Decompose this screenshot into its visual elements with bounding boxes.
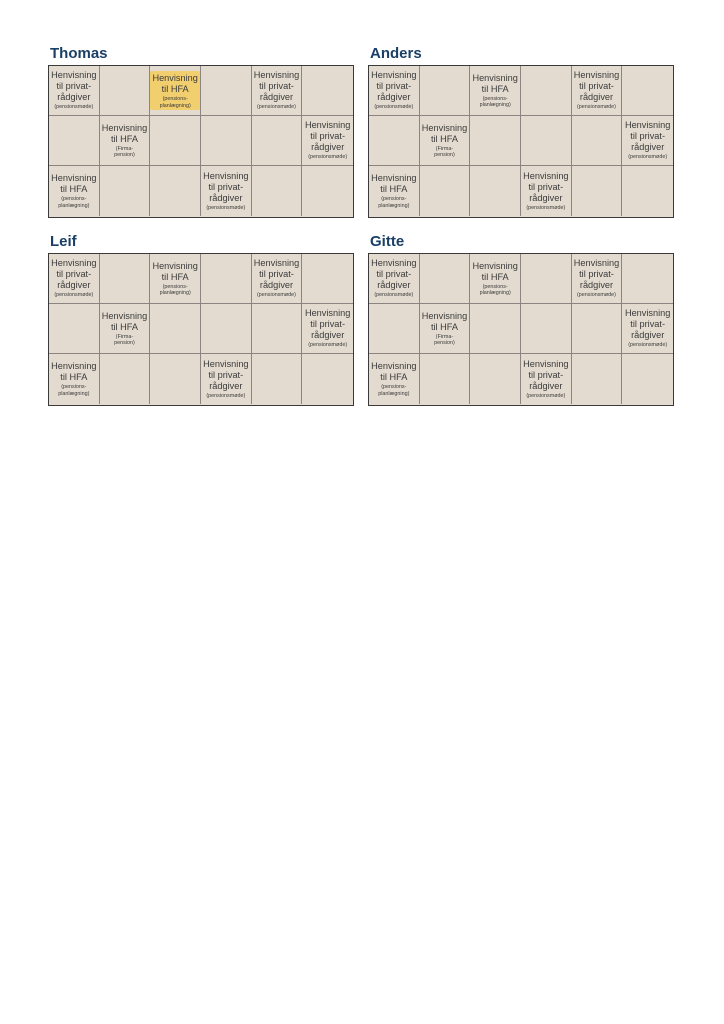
grid-cell-empty: [521, 304, 572, 354]
grid-cell-empty: [252, 354, 303, 404]
grid-cell-empty: [470, 166, 521, 216]
grid-cell-empty: [201, 66, 252, 116]
tile-title: Henvisning til HFA: [101, 310, 148, 332]
grid-cell: [49, 166, 100, 216]
grid-cell-empty: [420, 354, 471, 404]
grid-cell: [150, 254, 201, 304]
referral-tile: [523, 359, 568, 399]
grid-cell: [369, 354, 420, 404]
tile-title: Henvisning til privat- rådgiver: [253, 258, 300, 291]
tile-title: Henvisning til privat- rådgiver: [203, 170, 249, 203]
tile-title: Henvisning til privat- rådgiver: [203, 358, 249, 391]
grid-cell-empty: [302, 166, 353, 216]
grid-cell: [150, 66, 201, 116]
board-gitte: [368, 232, 674, 406]
grid-cell-empty: [150, 354, 201, 404]
tile-title: Henvisning til HFA: [472, 72, 518, 94]
referral-tile: [472, 261, 517, 297]
tile-title: Henvisning til HFA: [371, 173, 417, 195]
tile-title: Henvisning til privat- rådgiver: [523, 170, 569, 203]
tile-subtitle: (pensionsmøde): [54, 292, 94, 299]
tile-title: Henvisning til HFA: [371, 361, 417, 383]
tile-subtitle: (pensionsmøde): [526, 204, 566, 211]
tile-title: Henvisning til privat- rådgiver: [253, 70, 300, 103]
tile-subtitle: (pensions- planlægning): [479, 95, 511, 108]
tile-subtitle: (pensionsmøde): [374, 104, 414, 111]
tile-subtitle: (pensionsmøde): [257, 104, 296, 111]
tile-subtitle: (pensionsmøde): [206, 392, 246, 399]
board-grid: [48, 65, 354, 218]
grid-cell: [100, 304, 151, 354]
grid-cell-empty: [100, 254, 151, 304]
tile-subtitle: (pensions- planlægning): [58, 384, 90, 397]
grid-cell-empty: [521, 254, 572, 304]
referral-tile: [102, 123, 147, 159]
grid-cell: [302, 304, 353, 354]
tile-subtitle: (pensionsmøde): [526, 392, 566, 399]
referral-tile: [472, 73, 517, 109]
grid-cell-empty: [369, 116, 420, 166]
tile-subtitle: (Firma- pension): [114, 333, 135, 346]
grid-cell: [420, 116, 471, 166]
grid-cell-empty: [100, 354, 151, 404]
referral-tile: [422, 123, 467, 159]
grid-cell: [420, 304, 471, 354]
board-name: Thomas: [50, 45, 108, 62]
tile-subtitle: (pensionsmøde): [206, 204, 246, 211]
grid-cell-empty: [622, 354, 673, 404]
referral-tile: [51, 361, 96, 397]
tile-title: Henvisning til HFA: [51, 173, 97, 195]
board-grid: [48, 253, 354, 406]
tile-subtitle: (pensions- planlægning): [159, 283, 191, 296]
grid-cell-empty: [622, 166, 673, 216]
grid-cell: [572, 66, 623, 116]
tile-title: Henvisning til privat- rådgiver: [573, 70, 620, 103]
grid-cell-empty: [252, 166, 303, 216]
referral-tile: [574, 70, 619, 110]
tile-subtitle: (pensions- planlægning): [479, 283, 511, 296]
tile-title: Henvisning til HFA: [421, 310, 468, 332]
grid-cell-empty: [201, 254, 252, 304]
grid-cell-empty: [622, 254, 673, 304]
tile-title: Henvisning til HFA: [472, 260, 518, 282]
grid-cell-empty: [150, 304, 201, 354]
grid-cell-empty: [150, 166, 201, 216]
tile-title: Henvisning til privat- rådgiver: [51, 70, 97, 103]
grid-cell-empty: [150, 116, 201, 166]
referral-tile: [51, 70, 96, 110]
grid-cell: [49, 254, 100, 304]
tile-title: Henvisning til privat- rådgiver: [523, 358, 569, 391]
grid-cell-empty: [369, 304, 420, 354]
grid-cell-empty: [572, 354, 623, 404]
grid-cell: [521, 166, 572, 216]
tile-subtitle: (Firma- pension): [434, 145, 455, 158]
grid-cell: [302, 116, 353, 166]
tile-title: Henvisning til privat- rådgiver: [624, 308, 671, 341]
tile-title: Henvisning til privat- rådgiver: [51, 258, 97, 291]
grid-cell-empty: [521, 116, 572, 166]
tile-title: Henvisning til privat- rådgiver: [304, 120, 351, 153]
tile-subtitle: (pensions- planlægning): [378, 196, 410, 209]
grid-cell-empty: [302, 66, 353, 116]
referral-tile: [51, 258, 96, 298]
board-anders: [368, 44, 674, 218]
tile-subtitle: (pensionsmøde): [308, 342, 348, 349]
tile-title: Henvisning til privat- rådgiver: [371, 258, 417, 291]
grid-cell-empty: [572, 166, 623, 216]
grid-cell-empty: [100, 166, 151, 216]
referral-tile: [102, 311, 147, 347]
grid-cell: [369, 166, 420, 216]
board-name: Anders: [370, 45, 422, 62]
referral-tile: [203, 359, 248, 399]
grid-cell-empty: [252, 116, 303, 166]
referral-tile: [625, 308, 670, 348]
grid-cell: [49, 354, 100, 404]
tile-subtitle: (pensionsmøde): [374, 292, 414, 299]
tile-subtitle: (Firma- pension): [114, 145, 135, 158]
grid-cell-empty: [302, 254, 353, 304]
grid-cell-empty: [470, 304, 521, 354]
referral-tile: [574, 258, 619, 298]
referral-tile: [152, 261, 197, 297]
grid-cell-empty: [252, 304, 303, 354]
grid-cell-empty: [572, 116, 623, 166]
tile-subtitle: (pensionsmøde): [577, 104, 616, 111]
tile-title: Henvisning til privat- rådgiver: [371, 70, 417, 103]
board-name: Leif: [50, 233, 77, 250]
board-thomas: [48, 44, 354, 218]
tile-subtitle: (pensionsmøde): [628, 154, 668, 161]
tile-title: Henvisning til privat- rådgiver: [304, 308, 351, 341]
referral-tile: [305, 308, 350, 348]
tile-subtitle: (pensions- planlægning): [58, 196, 90, 209]
tile-subtitle: (pensionsmøde): [628, 342, 668, 349]
grid-cell-empty: [470, 116, 521, 166]
referral-tile: [203, 171, 248, 211]
grid-cell: [622, 116, 673, 166]
tile-subtitle: (pensions- planlægning): [378, 384, 410, 397]
grid-cell: [49, 66, 100, 116]
grid-cell-empty: [622, 66, 673, 116]
grid-cell-empty: [420, 166, 471, 216]
grid-cell: [201, 354, 252, 404]
tile-subtitle: (pensionsmøde): [308, 154, 348, 161]
board-grid: [368, 253, 674, 406]
grid-cell: [470, 66, 521, 116]
board-leif: [48, 232, 354, 406]
board-name: Gitte: [370, 233, 405, 250]
referral-tile: [254, 258, 299, 298]
grid-cell-empty: [49, 116, 100, 166]
grid-cell: [100, 116, 151, 166]
referral-tile: [422, 311, 467, 347]
tile-title: Henvisning til privat- rådgiver: [624, 120, 671, 153]
grid-cell-empty: [201, 116, 252, 166]
tile-subtitle: (Firma- pension): [434, 333, 455, 346]
grid-cell-empty: [521, 66, 572, 116]
grid-cell: [252, 254, 303, 304]
tile-title: Henvisning til HFA: [152, 73, 198, 95]
grid-cell-empty: [572, 304, 623, 354]
grid-cell: [369, 66, 420, 116]
tile-subtitle: (pensionsmøde): [54, 104, 94, 111]
grid-cell-empty: [49, 304, 100, 354]
grid-cell-empty: [302, 354, 353, 404]
tile-title: Henvisning til privat- rådgiver: [573, 258, 620, 291]
grid-cell: [470, 254, 521, 304]
grid-cell: [572, 254, 623, 304]
tile-subtitle: (pensions- planlægning): [159, 96, 191, 109]
referral-tile: [371, 361, 416, 397]
tile-subtitle: (pensionsmøde): [257, 292, 296, 299]
tile-title: Henvisning til HFA: [152, 260, 198, 282]
referral-tile: [625, 120, 670, 160]
grid-cell: [369, 254, 420, 304]
grid-cell: [201, 166, 252, 216]
referral-tile: [371, 173, 416, 209]
referral-tile: [371, 70, 416, 110]
referral-tile: [371, 258, 416, 298]
referral-tile: [523, 171, 568, 211]
board-grid: [368, 65, 674, 218]
tile-title: Henvisning til HFA: [101, 122, 148, 144]
tile-title: Henvisning til HFA: [421, 122, 468, 144]
tile-title: Henvisning til HFA: [51, 361, 97, 383]
referral-tile: [305, 120, 350, 160]
grid-cell-empty: [420, 66, 471, 116]
grid-cell: [252, 66, 303, 116]
grid-cell-empty: [201, 304, 252, 354]
referral-tile: [254, 70, 299, 110]
tile-subtitle: (pensionsmøde): [577, 292, 616, 299]
referral-tile: [150, 71, 199, 110]
grid-cell: [521, 354, 572, 404]
grid-cell-empty: [100, 66, 151, 116]
grid-cell-empty: [470, 354, 521, 404]
grid-cell-empty: [420, 254, 471, 304]
referral-tile: [51, 173, 96, 209]
grid-cell: [622, 304, 673, 354]
